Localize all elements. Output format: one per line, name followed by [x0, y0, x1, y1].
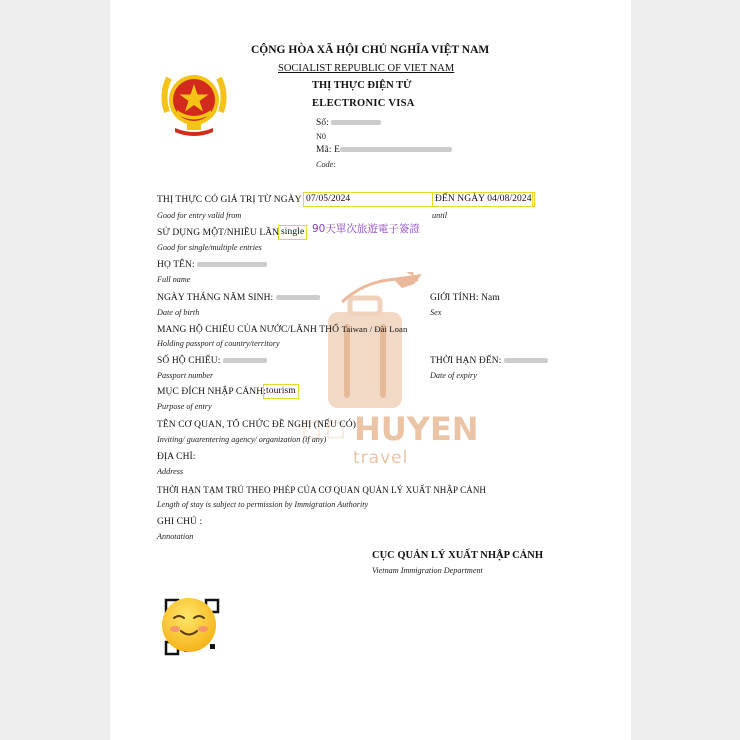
note-label: GHI CHÚ : — [157, 517, 203, 527]
sex-value: Nam — [481, 293, 500, 303]
code-row — [316, 145, 452, 155]
ma-label: Mã: — [316, 145, 332, 155]
sex-row: GIỚI TÍNH: Nam — [430, 293, 500, 303]
redacted-passport-number — [223, 358, 267, 363]
ma-prefix: E — [334, 145, 340, 155]
dob-row: NGÀY THÁNG NĂM SINH: — [157, 293, 320, 303]
sex-label-en: Sex — [430, 308, 442, 317]
passport-country-value: Taiwan / Đài Loan — [341, 324, 408, 334]
inviting-label: TÊN CƠ QUAN, TỔ CHỨC ĐỀ NGHỊ (NẾU CÓ) — [157, 420, 357, 430]
so-label: Số: — [316, 118, 329, 128]
purpose-value: tourism — [263, 384, 299, 399]
valid-until-label-en: until — [432, 211, 448, 220]
expiry-label-en: Date of expiry — [430, 371, 477, 380]
number-row — [316, 118, 381, 128]
no-label: N0 — [316, 132, 327, 141]
smiley-face-icon — [160, 596, 218, 654]
passport-country-row: MANG HỘ CHIẾU CỦA NƯỚC/LÃNH THỔ Taiwan / Đài Loan — [157, 324, 408, 335]
valid-from-value: 07/05/2024 — [303, 192, 533, 207]
watermark-brand: HUYEN — [354, 410, 479, 448]
country-name-vn: CỘNG HÒA XÃ HỘI CHỦ NGHĨA VIỆT NAM — [251, 44, 490, 56]
passport-country-label-en: Holding passport of country/territory — [157, 339, 280, 348]
purpose-label-en: Purpose of entry — [157, 402, 212, 411]
name-label-en: Full name — [157, 275, 191, 284]
expiry-row: THỜI HẠN ĐẾN: — [430, 356, 548, 366]
national-emblem-icon — [157, 64, 231, 140]
redacted-name — [197, 262, 267, 267]
valid-from-label: THỊ THỰC CÓ GIÁ TRỊ TỪ NGÀY — [157, 195, 302, 205]
visa-document — [110, 0, 631, 740]
passport-number-row: SỐ HỘ CHIẾU: — [157, 356, 267, 366]
stay-label: THỜI HẠN TẠM TRÚ THEO PHÉP CỦA CƠ QUAN QUẢN LÝ XUẤT NHẬP CẢNH — [157, 485, 487, 495]
redacted-expiry — [504, 358, 548, 363]
visa-title-en: ELECTRONIC VISA — [312, 98, 415, 109]
visa-title-vn: THỊ THỰC ĐIỆN TỬ — [312, 80, 412, 91]
usage-value: single — [278, 225, 307, 240]
watermark-sub: travel — [353, 448, 409, 468]
valid-from-label-en: Good for entry valid from — [157, 211, 242, 220]
suitcase-watermark-icon — [322, 272, 432, 412]
passport-number-label-en: Passport number — [157, 371, 214, 380]
valid-until-field: ĐẾN NGÀY 04/08/2024 — [432, 192, 535, 207]
address-label-en: Address — [157, 467, 184, 476]
redacted-number — [331, 120, 381, 125]
note-label-en: Annotation — [157, 532, 194, 541]
authority-name-vn: CỤC QUẢN LÝ XUẤT NHẬP CẢNH — [372, 550, 544, 561]
stay-label-en: Length of stay is subject to permission by Immigration Authority — [157, 500, 369, 509]
watermark-prefix: ▫▫ — [300, 408, 349, 448]
inviting-label-en: Inviting/ guarentering agency/ organization (if any) — [157, 435, 327, 444]
visa-type-annotation: 90天單次旅遊電子簽證 — [312, 223, 420, 235]
address-label: ĐỊA CHỈ: — [157, 452, 196, 462]
valid-until-value: 04/08/2024 — [487, 194, 532, 204]
dob-label-en: Date of birth — [157, 308, 200, 317]
usage-label: SỬ DỤNG MỘT/NHIỀU LẦN — [157, 228, 280, 238]
redacted-dob — [276, 295, 320, 300]
usage-label-en: Good for single/multiple entries — [157, 243, 262, 252]
name-row: HỌ TÊN: — [157, 260, 267, 270]
purpose-label: MỤC ĐÍCH NHẬP CẢNH: — [157, 387, 266, 397]
redacted-code — [340, 147, 452, 152]
code-label: Code: — [316, 160, 337, 169]
country-name-en: SOCIALIST REPUBLIC OF VIET NAM — [278, 63, 455, 74]
authority-name-en: Vietnam Immigration Department — [372, 566, 483, 575]
